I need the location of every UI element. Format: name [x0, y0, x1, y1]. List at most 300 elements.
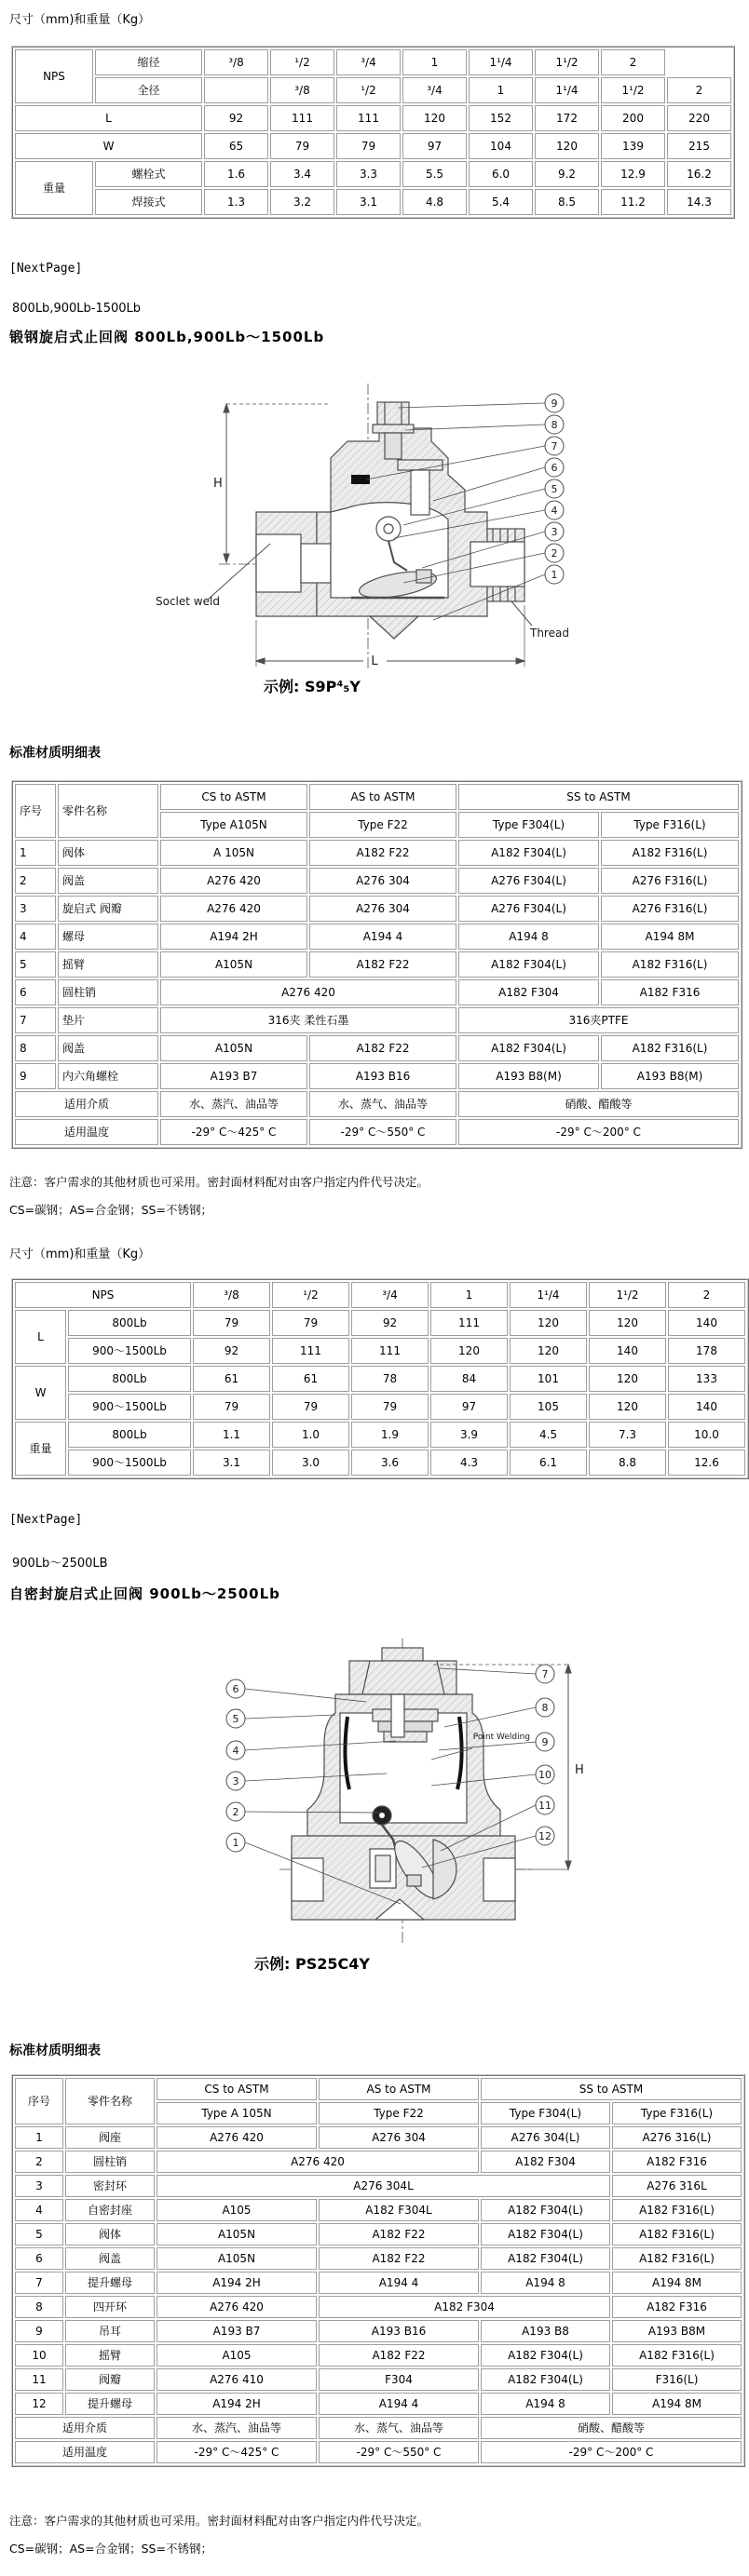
table-cell: 3.1	[336, 189, 401, 215]
table-cell: 阀体	[65, 2223, 155, 2246]
table-row	[15, 2417, 742, 2439]
table-cell: A105	[157, 2344, 317, 2367]
svg-text:4: 4	[551, 505, 558, 517]
table-cell: 摇臂	[58, 951, 158, 978]
callout-numbers-1	[552, 398, 558, 581]
svg-text:2: 2	[232, 1806, 239, 1818]
table-cell: A182 F22	[319, 2247, 479, 2270]
table-cell: 3.9	[430, 1422, 508, 1448]
table-cell: A194 8	[458, 924, 599, 950]
valve-cross-section-drawing-1	[154, 371, 620, 673]
table-cell: 1	[402, 49, 467, 75]
table-cell: 1.9	[351, 1422, 429, 1448]
table-row	[15, 1366, 745, 1392]
table-cell: 6	[15, 979, 56, 1005]
table-cell: 79	[272, 1310, 349, 1336]
svg-text:5: 5	[232, 1713, 239, 1725]
table-cell: Type F304(L)	[481, 2102, 610, 2124]
table-cell: 152	[469, 105, 533, 131]
table-cell: SS to ASTM	[481, 2078, 742, 2100]
table-cell: 800Lb	[68, 1366, 191, 1392]
table-row	[15, 1394, 745, 1420]
table-cell: 螺母	[58, 924, 158, 950]
table-cell: 316夹 柔性石墨	[160, 1007, 456, 1033]
table-cell: 1	[469, 77, 533, 103]
svg-text:6: 6	[551, 462, 558, 474]
table-cell: A182 F304(L)	[458, 1035, 599, 1061]
nextpage-marker-2: [NextPage]	[9, 1513, 83, 1527]
table-cell: A276 304	[319, 2126, 479, 2149]
table-row	[15, 951, 739, 978]
table-cell: A276 420	[160, 868, 307, 894]
table-cell: 140	[589, 1338, 666, 1364]
table-cell: 序号	[15, 2078, 63, 2124]
table-cell: A276 316(L)	[612, 2126, 742, 2149]
table-cell: ³/8	[193, 1282, 270, 1308]
table-row	[15, 1338, 745, 1364]
pressure-range-label-1: 800Lb,900Lb-1500Lb	[12, 302, 142, 316]
table-cell: 自密封座	[65, 2199, 155, 2221]
table-cell: Type A 105N	[157, 2102, 317, 2124]
table-cell: 3	[15, 896, 56, 922]
material-table-title-1: 标准材质明细表	[9, 746, 101, 761]
table-cell: A105	[157, 2199, 317, 2221]
table-row	[15, 868, 739, 894]
valve-body-2	[279, 1639, 531, 1944]
table-row	[15, 2247, 742, 2270]
note-materials-1: 注意：客户需求的其他材质也可采用。密封面材料配对由客户指定内件代号决定。	[9, 1175, 429, 1189]
table-cell: 1.0	[272, 1422, 349, 1448]
table-cell: -29° C～550° C	[309, 1119, 456, 1145]
table-cell: 79	[351, 1394, 429, 1420]
table-cell: 92	[351, 1310, 429, 1336]
table-row	[15, 2441, 742, 2463]
table-cell: 120	[589, 1394, 666, 1420]
table-cell: 焊接式	[95, 189, 202, 215]
dimensions-weights-table-2	[11, 1278, 749, 1479]
table-cell: A194 8M	[601, 924, 739, 950]
table-cell: 104	[469, 133, 533, 159]
table-cell: 5.5	[402, 161, 467, 187]
table-cell: ³/8	[204, 49, 268, 75]
table-cell: 水、蒸汽、油品等	[160, 1091, 307, 1117]
table-cell: A276 420	[160, 979, 456, 1005]
dim-h-label-2: H	[575, 1763, 584, 1777]
table-cell: 120	[430, 1338, 508, 1364]
table-cell: 适用温度	[15, 2441, 155, 2463]
table-cell: 9	[15, 2320, 63, 2342]
table-cell: A182 F304(L)	[481, 2368, 610, 2391]
table-cell: 圆柱销	[58, 979, 158, 1005]
table-cell: 1	[430, 1282, 508, 1308]
table-cell: 序号	[15, 784, 56, 838]
table-cell: AS to ASTM	[309, 784, 456, 810]
product-heading-1: 锻钢旋启式止回阀 800Lb,900Lb～1500Lb	[9, 329, 325, 345]
table-cell: 200	[601, 105, 665, 131]
dimensions-weights-table-1	[11, 46, 735, 219]
table-row	[15, 49, 731, 75]
table-row	[15, 189, 731, 215]
svg-text:11: 11	[538, 1800, 552, 1812]
table-cell: A182 F304(L)	[481, 2247, 610, 2270]
point-welding-label: Point Welding	[472, 1733, 530, 1742]
table-cell: 6.0	[469, 161, 533, 187]
table-cell: 8.5	[535, 189, 599, 215]
table-row	[15, 77, 731, 103]
table-cell: 78	[351, 1366, 429, 1392]
table-cell: Type F22	[309, 812, 456, 838]
table-cell: 3.4	[270, 161, 334, 187]
table-cell: 61	[193, 1366, 270, 1392]
table-cell: 4	[15, 2199, 63, 2221]
table-cell: 6.1	[510, 1450, 587, 1476]
table-cell: A105N	[160, 1035, 307, 1061]
table-cell: A182 F304	[458, 979, 599, 1005]
table-cell: A182 F22	[309, 1035, 456, 1061]
table-cell: 14.3	[667, 189, 731, 215]
table-cell	[667, 49, 731, 75]
table-cell: L	[15, 105, 202, 131]
svg-text:8: 8	[541, 1702, 549, 1714]
table-cell: 101	[510, 1366, 587, 1392]
table-row	[15, 2078, 742, 2100]
table-row	[15, 1091, 739, 1117]
table-cell: W	[15, 1366, 66, 1420]
table-row	[15, 1422, 745, 1448]
table-cell: 12.9	[601, 161, 665, 187]
table-cell: Type F22	[319, 2102, 479, 2124]
table-row	[15, 1310, 745, 1336]
table-cell: 1¹/4	[510, 1282, 587, 1308]
table-cell: ¹/2	[272, 1282, 349, 1308]
table-cell: 120	[535, 133, 599, 159]
table-cell: -29° C～425° C	[160, 1119, 307, 1145]
table-cell: A194 2H	[157, 2272, 317, 2294]
table-row	[15, 2175, 742, 2197]
table-cell: 79	[193, 1310, 270, 1336]
table-cell: A194 8M	[612, 2272, 742, 2294]
table-cell: 79	[270, 133, 334, 159]
table-cell: 12.6	[668, 1450, 745, 1476]
table-cell: A193 B16	[309, 1063, 456, 1089]
material-spec-table-1	[11, 780, 742, 1149]
table-cell: 提升螺母	[65, 2393, 155, 2415]
table-cell: 79	[193, 1394, 270, 1420]
table-cell: 8	[15, 1035, 56, 1061]
dim-h-label: H	[213, 477, 223, 491]
table-row	[15, 840, 739, 866]
table-cell: 阀盖	[65, 2247, 155, 2270]
table-cell: ³/4	[402, 77, 467, 103]
table-cell: 111	[336, 105, 401, 131]
table-row	[15, 2126, 742, 2149]
table-cell: -29° C～425° C	[157, 2441, 317, 2463]
table-cell: A182 F304(L)	[481, 2223, 610, 2246]
table-cell: 摇臂	[65, 2344, 155, 2367]
table-cell: 1.3	[204, 189, 268, 215]
table-cell: 1¹/4	[535, 77, 599, 103]
table-cell: 3.2	[270, 189, 334, 215]
table-cell: 圆柱销	[65, 2151, 155, 2173]
table-cell: 水、蒸气、油品等	[319, 2417, 479, 2439]
table-cell: A182 F304(L)	[458, 951, 599, 978]
table-cell: 111	[272, 1338, 349, 1364]
table-cell: A276 304L	[157, 2175, 610, 2197]
table-cell: 密封环	[65, 2175, 155, 2197]
table-cell: 92	[193, 1338, 270, 1364]
table-cell: 7	[15, 1007, 56, 1033]
table-cell: 105	[510, 1394, 587, 1420]
table-cell: A193 B8(M)	[458, 1063, 599, 1089]
table-row	[15, 2272, 742, 2294]
table-cell: 3.6	[351, 1450, 429, 1476]
table-cell: A182 F316(L)	[612, 2247, 742, 2270]
table-row	[15, 1007, 739, 1033]
svg-text:1: 1	[551, 569, 558, 581]
table-cell: 97	[430, 1394, 508, 1420]
table-cell: 阀瓣	[65, 2368, 155, 2391]
table-cell: 5.4	[469, 189, 533, 215]
table-row	[15, 161, 731, 187]
table-cell: A193 B8(M)	[601, 1063, 739, 1089]
table-cell: 硝酸、醋酸等	[481, 2417, 742, 2439]
table-cell: A276 420	[157, 2126, 317, 2149]
valve-diagram-2	[0, 1629, 749, 1974]
table-cell: A194 2H	[160, 924, 307, 950]
table-row	[15, 2151, 742, 2173]
valve-cross-section-drawing-2	[210, 1629, 601, 1950]
table-cell: A182 F316(L)	[612, 2199, 742, 2221]
table-cell: A194 4	[309, 924, 456, 950]
table-cell: A182 F316(L)	[612, 2223, 742, 2246]
socket-weld-label: Soclet weld	[156, 595, 220, 608]
example-code-2: PS25C4Y	[295, 1955, 370, 1973]
table-cell: A193 B7	[157, 2320, 317, 2342]
table-cell: 2	[601, 49, 665, 75]
table-cell: 61	[272, 1366, 349, 1392]
table-cell	[204, 77, 268, 103]
table-cell: 215	[667, 133, 731, 159]
table-cell: 1¹/2	[589, 1282, 666, 1308]
table-cell: SS to ASTM	[458, 784, 739, 810]
example-label: 示例:	[264, 678, 300, 695]
table-cell: 2	[668, 1282, 745, 1308]
table-cell: 120	[510, 1338, 587, 1364]
table-cell: A105N	[157, 2247, 317, 2270]
table-cell: A194 8	[481, 2393, 610, 2415]
table-cell: 9.2	[535, 161, 599, 187]
table-cell: -29° C～200° C	[481, 2441, 742, 2463]
table-cell: Type F304(L)	[458, 812, 599, 838]
table-cell: 适用介质	[15, 2417, 155, 2439]
material-table-title-2: 标准材质明细表	[9, 2043, 101, 2058]
table-cell: ¹/2	[336, 77, 401, 103]
svg-text:9: 9	[541, 1736, 549, 1748]
note-abbreviations-1: CS=碳钢；AS=合金钢；SS=不锈钢；	[9, 1203, 212, 1217]
note-abbreviations-2: CS=碳钢；AS=合金钢；SS=不锈钢；	[9, 2542, 212, 2556]
table-cell: A194 2H	[157, 2393, 317, 2415]
table-row	[15, 2296, 742, 2318]
table-row	[15, 1035, 739, 1061]
table-cell: A182 F22	[309, 951, 456, 978]
product-heading-2: 自密封旋启式止回阀 900Lb～2500Lb	[9, 1585, 280, 1602]
table-cell: 111	[270, 105, 334, 131]
table-cell: A182 F316(L)	[601, 951, 739, 978]
table-cell: 8	[15, 2296, 63, 2318]
pressure-range-label-2: 900Lb～2500LB	[12, 1557, 108, 1571]
table-row	[15, 2393, 742, 2415]
table-cell: -29° C～550° C	[319, 2441, 479, 2463]
table-cell: 水、蒸汽、油品等	[157, 2417, 317, 2439]
svg-text:12: 12	[538, 1830, 552, 1842]
table-cell: A182 F304L	[319, 2199, 479, 2221]
svg-text:3: 3	[232, 1775, 239, 1787]
table-row	[15, 979, 739, 1005]
table-cell: 4	[15, 924, 56, 950]
table-cell: 零件名称	[65, 2078, 155, 2124]
svg-text:8: 8	[551, 419, 558, 431]
table-cell: A182 F304	[481, 2151, 610, 2173]
table-cell: 垫片	[58, 1007, 158, 1033]
table-cell: 旋启式 阀瓣	[58, 896, 158, 922]
table-cell: A194 8	[481, 2272, 610, 2294]
table-row	[15, 2223, 742, 2246]
table-cell: 1¹/2	[535, 49, 599, 75]
table-cell: A276 410	[157, 2368, 317, 2391]
table-cell: A182 F316(L)	[601, 840, 739, 866]
table-cell: F304	[319, 2368, 479, 2391]
table-cell: 140	[668, 1394, 745, 1420]
table-cell: A194 8M	[612, 2393, 742, 2415]
table-row	[15, 784, 739, 810]
table-cell: 172	[535, 105, 599, 131]
table-cell: 水、蒸气、油品等	[309, 1091, 456, 1117]
table-cell: 提升螺母	[65, 2272, 155, 2294]
svg-text:7: 7	[551, 440, 558, 452]
table-cell: 12	[15, 2393, 63, 2415]
table-cell: A182 F304(L)	[481, 2199, 610, 2221]
table-cell: 120	[589, 1310, 666, 1336]
table-row	[15, 1119, 739, 1145]
table-cell: CS to ASTM	[157, 2078, 317, 2100]
table-cell: 重量	[15, 1422, 66, 1476]
svg-text:2: 2	[551, 547, 558, 560]
table-cell: 111	[351, 1338, 429, 1364]
table-cell: A182 F22	[309, 840, 456, 866]
table-cell: L	[15, 1310, 66, 1364]
table-row	[15, 105, 731, 131]
table-cell: 140	[668, 1310, 745, 1336]
table-cell: ³/4	[351, 1282, 429, 1308]
table-cell: 全径	[95, 77, 202, 103]
table-cell: A276 420	[157, 2151, 479, 2173]
table-cell: A182 F316	[612, 2151, 742, 2173]
table-cell: 4.8	[402, 189, 467, 215]
table-cell: A182 F316	[601, 979, 739, 1005]
table-cell: 120	[510, 1310, 587, 1336]
table-cell: 四开环	[65, 2296, 155, 2318]
table-cell: A276 316L	[612, 2175, 742, 2197]
table-cell: 10.0	[668, 1422, 745, 1448]
table-row	[15, 1063, 739, 1089]
table-cell: A276 F304(L)	[458, 868, 599, 894]
table-cell: 900～1500Lb	[68, 1338, 191, 1364]
table-cell: 内六角螺栓	[58, 1063, 158, 1089]
table-cell: 适用介质	[15, 1091, 158, 1117]
table-cell: 3.1	[193, 1450, 270, 1476]
table-cell: 2	[667, 77, 731, 103]
example-label-2: 示例:	[254, 1955, 291, 1973]
table-cell: A276 304(L)	[481, 2126, 610, 2149]
table-cell: A193 B7	[160, 1063, 307, 1089]
table-cell: 900～1500Lb	[68, 1394, 191, 1420]
table-cell: 3.3	[336, 161, 401, 187]
table-cell: A182 F304(L)	[458, 840, 599, 866]
table-cell: 6	[15, 2247, 63, 2270]
table-cell: A 105N	[160, 840, 307, 866]
table-cell: A276 304	[309, 896, 456, 922]
table-cell: 800Lb	[68, 1422, 191, 1448]
table-cell: A182 F316(L)	[612, 2344, 742, 2367]
material-spec-table-2	[11, 2074, 745, 2467]
table-cell: 1¹/2	[601, 77, 665, 103]
table-cell: A105N	[160, 951, 307, 978]
table-cell: A276 420	[157, 2296, 317, 2318]
table-cell: 111	[430, 1310, 508, 1336]
table-cell: A105N	[157, 2223, 317, 2246]
table-cell: ¹/2	[270, 49, 334, 75]
table-cell: 3	[15, 2175, 63, 2197]
table-cell: 重量	[15, 161, 93, 215]
table-cell: 阀盖	[58, 1035, 158, 1061]
table-cell: 4.3	[430, 1450, 508, 1476]
section-title-dimensions-2: 尺寸（mm)和重量（Kg）	[9, 1248, 151, 1261]
table-cell: 5	[15, 2223, 63, 2246]
table-cell: 139	[601, 133, 665, 159]
table-cell: 2	[15, 2151, 63, 2173]
table-cell: 4.5	[510, 1422, 587, 1448]
table-row	[15, 1450, 745, 1476]
table-row	[15, 1282, 745, 1308]
example-caption-1	[149, 675, 475, 696]
table-cell: F316(L)	[612, 2368, 742, 2391]
table-cell: 178	[668, 1338, 745, 1364]
table-cell: 316夹PTFE	[458, 1007, 739, 1033]
table-row	[15, 2344, 742, 2367]
table-cell: 84	[430, 1366, 508, 1392]
example-caption-2	[140, 1952, 484, 1974]
note-materials-2: 注意：客户需求的其他材质也可采用。密封面材料配对由客户指定内件代号决定。	[9, 2514, 429, 2528]
table-cell: A182 F304	[319, 2296, 610, 2318]
svg-text:6: 6	[232, 1683, 239, 1695]
table-cell: 79	[336, 133, 401, 159]
document-page	[0, 9, 749, 2573]
table-cell: 220	[667, 105, 731, 131]
table-cell: 9	[15, 1063, 56, 1089]
table-cell: A182 F22	[319, 2344, 479, 2367]
table-cell: 92	[204, 105, 268, 131]
table-cell: 零件名称	[58, 784, 158, 838]
table-cell: 5	[15, 951, 56, 978]
table-cell: AS to ASTM	[319, 2078, 479, 2100]
table-cell: 16.2	[667, 161, 731, 187]
table-cell: 10	[15, 2344, 63, 2367]
table-cell: 8.8	[589, 1450, 666, 1476]
table-cell: A276 420	[160, 896, 307, 922]
table-cell: 2	[15, 868, 56, 894]
table-cell: -29° C～200° C	[458, 1119, 739, 1145]
table-cell: A193 B8	[481, 2320, 610, 2342]
